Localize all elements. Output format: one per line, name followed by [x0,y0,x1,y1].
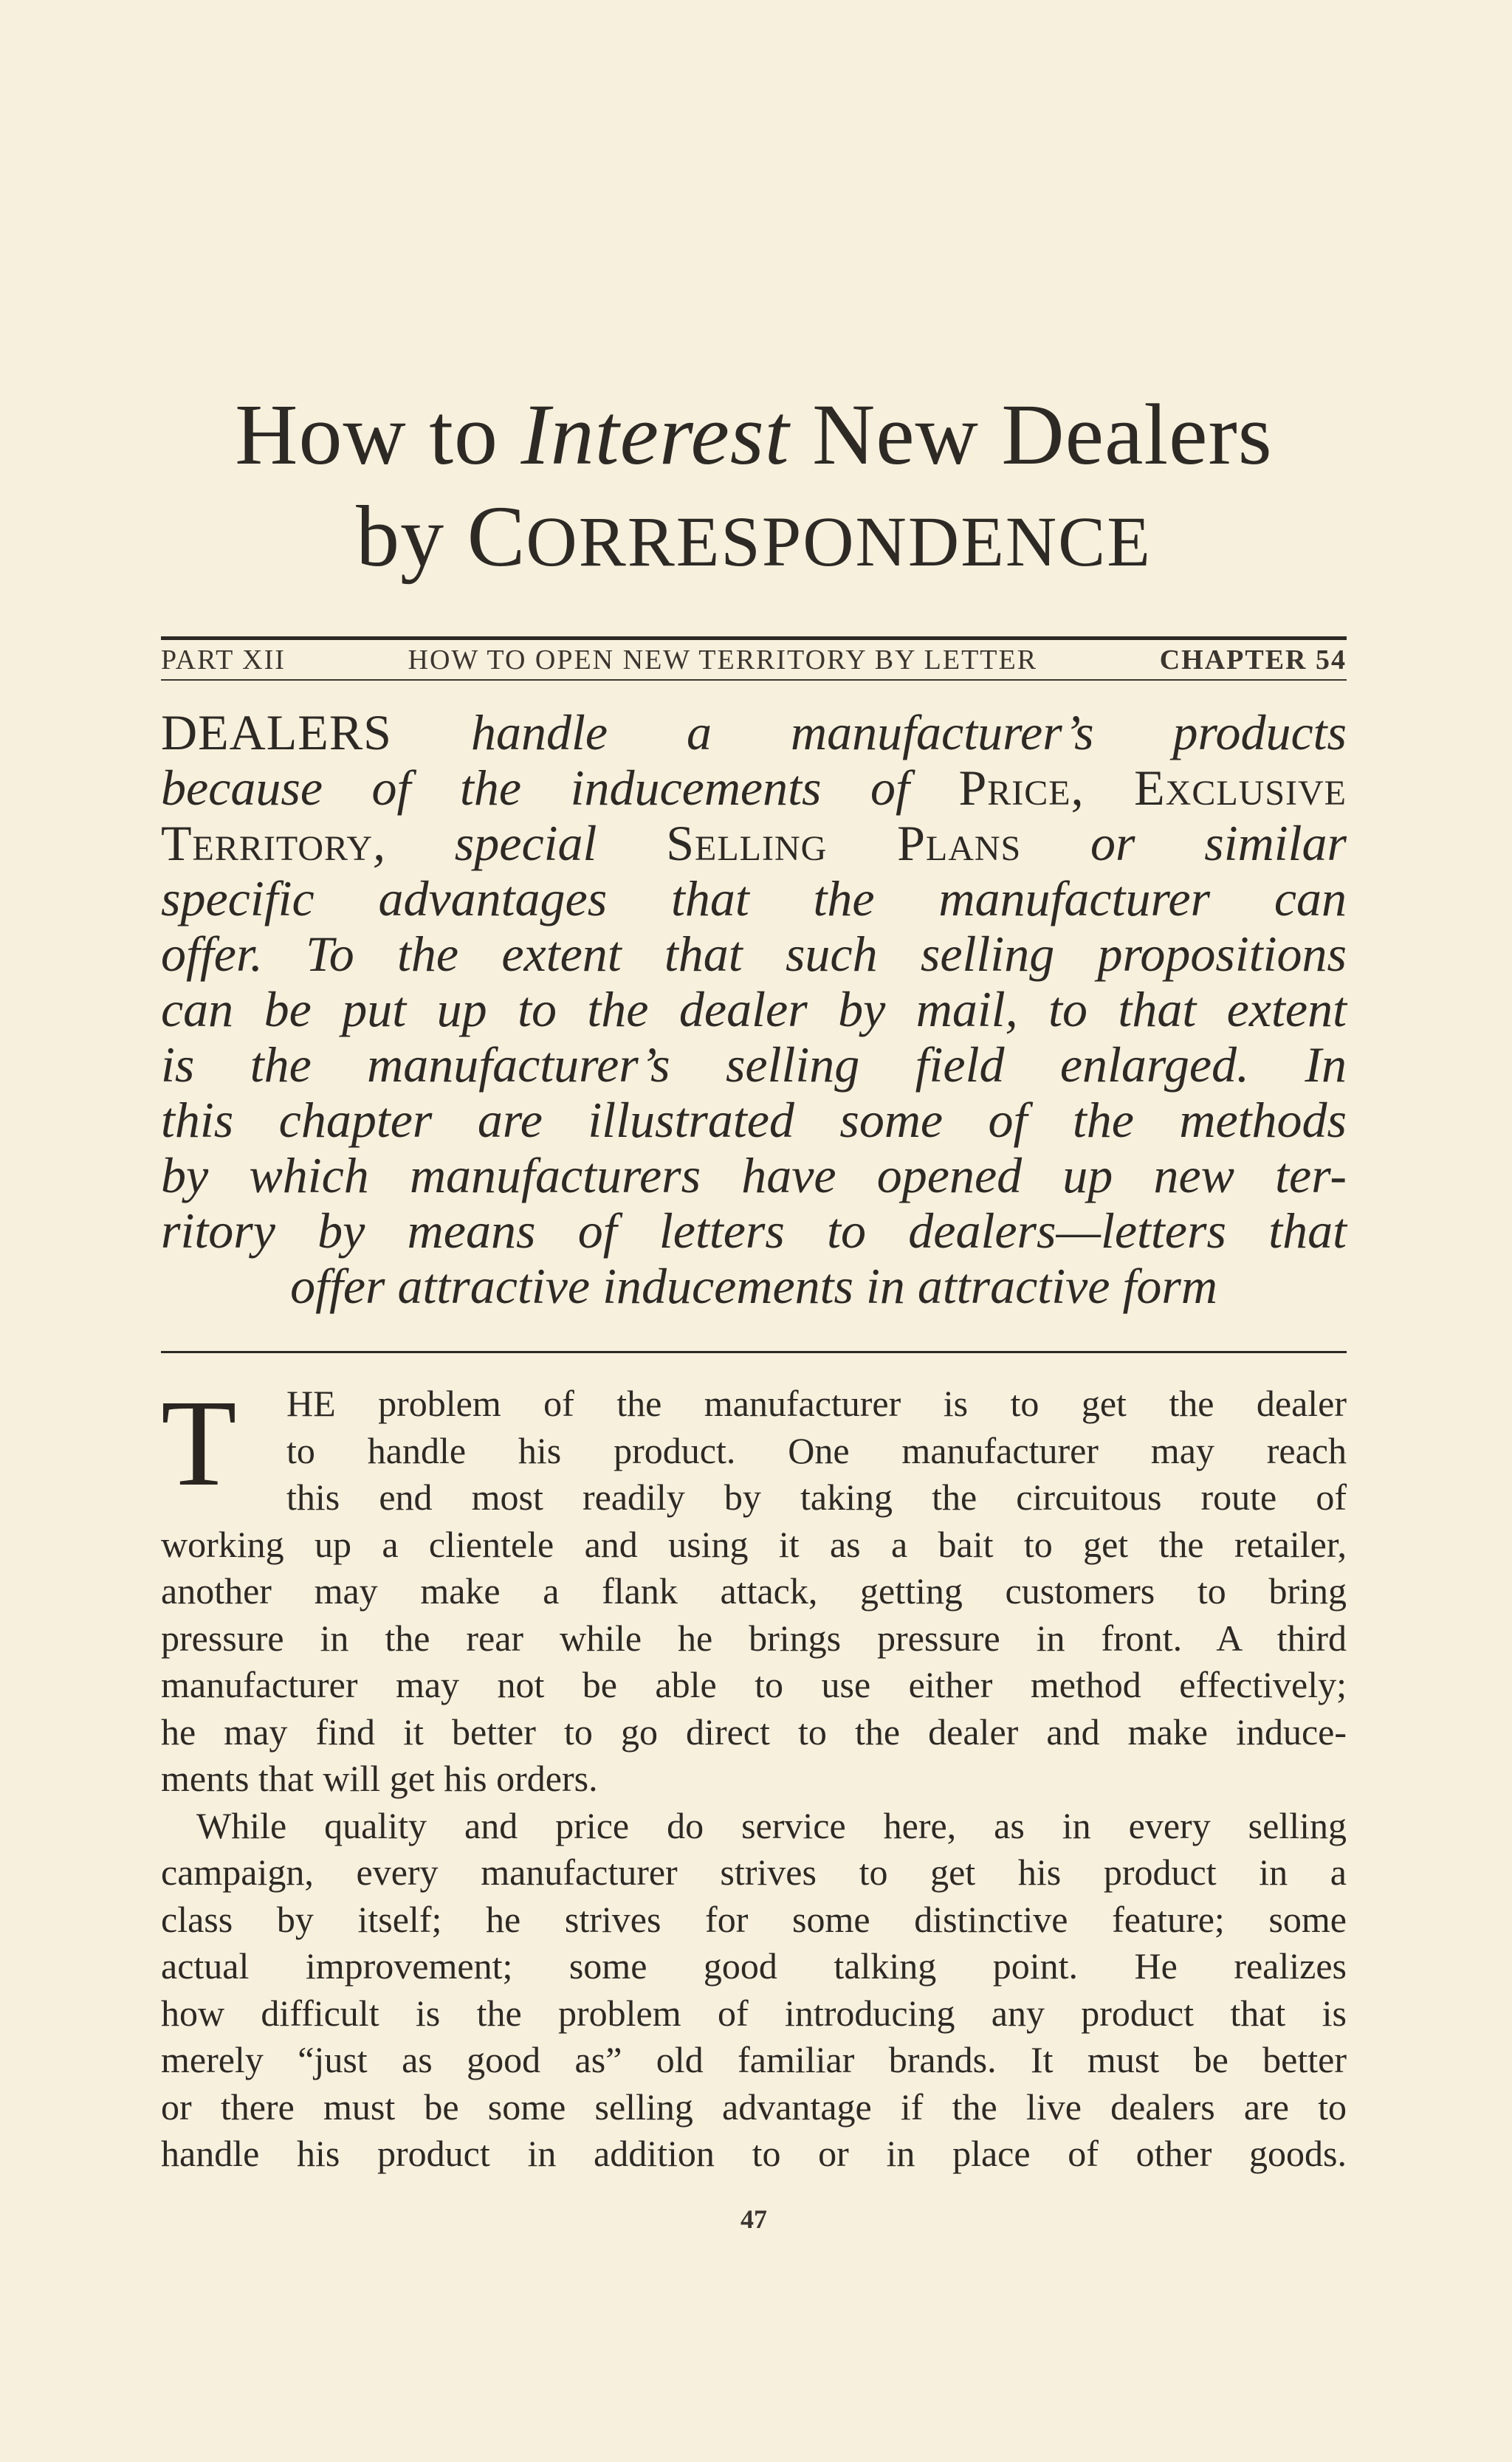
body-line: he may find it better to go direct to the dealer and make induce- [161,1710,1347,1753]
body-line: working up a clientele and using it as a bait to get the retailer, [161,1523,1347,1565]
chapter-label: CHAPTER 54 [1159,644,1347,675]
chapter-summary [161,705,1347,1314]
title-text: New Dealers [789,386,1273,483]
summary-small-caps: Exclusive [1134,760,1347,816]
summary-line: this chapter are illustrated some of the methods [161,1092,1347,1148]
drop-capital: T [161,1375,237,1512]
section-label: HOW TO OPEN NEW TERRITORY BY LETTER [408,644,1038,675]
summary-text: handle a manufacturer’s products [392,704,1347,760]
body-line: manufacturer may not be able to use either method effectively; [161,1664,1347,1705]
body-line: pressure in the rear while he brings pressure in front. A third [161,1617,1347,1659]
header-rule [161,679,1347,681]
summary-line: is the manufacturer’s selling field enlarged. In [161,1036,1347,1093]
title-capital: C [467,488,526,585]
body-line: ments that will get his orders. [161,1758,598,1799]
body-text [161,1375,1347,2178]
summary-text: or similar [1021,815,1347,871]
summary-line [161,705,1347,760]
summary-line: offer. To the extent that such selling propositions [161,926,1347,982]
book-page [161,0,1347,2462]
summary-line: by which manufacturers have opened up new ter- [161,1147,1347,1203]
summary-small-caps: Price [958,760,1071,816]
body-line: While quality and price do service here, as in every selling [196,1804,1347,1846]
body-line: HE problem of the manufacturer is to get the dealer [286,1383,1347,1424]
body-line: to handle his product. One manufacturer may reach [286,1429,1347,1471]
running-header [161,644,1347,676]
body-line: or there must be some selling advantage if the live dealers are to [161,2086,1347,2128]
summary-line: offer attractive inducements in attractive form [290,1258,1217,1314]
part-label: PART XII [161,644,286,675]
body-line: merely “just as good as” old familiar brands. It must be better [161,2039,1347,2080]
title-text: by [356,488,467,585]
body-line: actual improvement; some good talking point. He realizes [161,1945,1347,1987]
section-rule [161,1351,1347,1353]
body-line: another may make a flank attack, getting customers to bring [161,1570,1347,1612]
body-line: handle his product in addition to or in place of other goods. [161,2133,1347,2174]
summary-line: ritory by means of letters to dealers—letters that [161,1203,1347,1259]
summary-small-caps: Territory [161,815,374,871]
summary-line [161,760,1347,816]
title-small-caps: ORRESPONDENCE [526,502,1152,581]
summary-line: specific advantages that the manufacturer can [161,870,1347,926]
page-number: 47 [740,2204,767,2234]
body-line: class by itself; he strives for some distinctive feature; some [161,1898,1347,1940]
summary-small-caps: Selling Plans [666,815,1022,871]
body-line: this end most readily by taking the circuitous route of [286,1476,1347,1518]
summary-text: because of the inducements of [161,760,959,816]
body-line: campaign, every manufacturer strives to get his product in a [161,1851,1347,1893]
title-emphasis: Interest [520,386,790,483]
summary-text: , [1071,760,1135,816]
title-line-2 [161,486,1347,593]
top-rule [161,636,1347,640]
summary-line [161,816,1347,871]
chapter-title [161,384,1347,593]
summary-text: , special [373,815,667,871]
summary-lead-word: DEALERS [161,704,392,760]
summary-line: can be put up to the dealer by mail, to that extent [161,981,1347,1037]
body-line: how difficult is the problem of introducing any product that is [161,1992,1347,2034]
title-text: How to [235,386,521,483]
title-line-1 [161,384,1347,486]
